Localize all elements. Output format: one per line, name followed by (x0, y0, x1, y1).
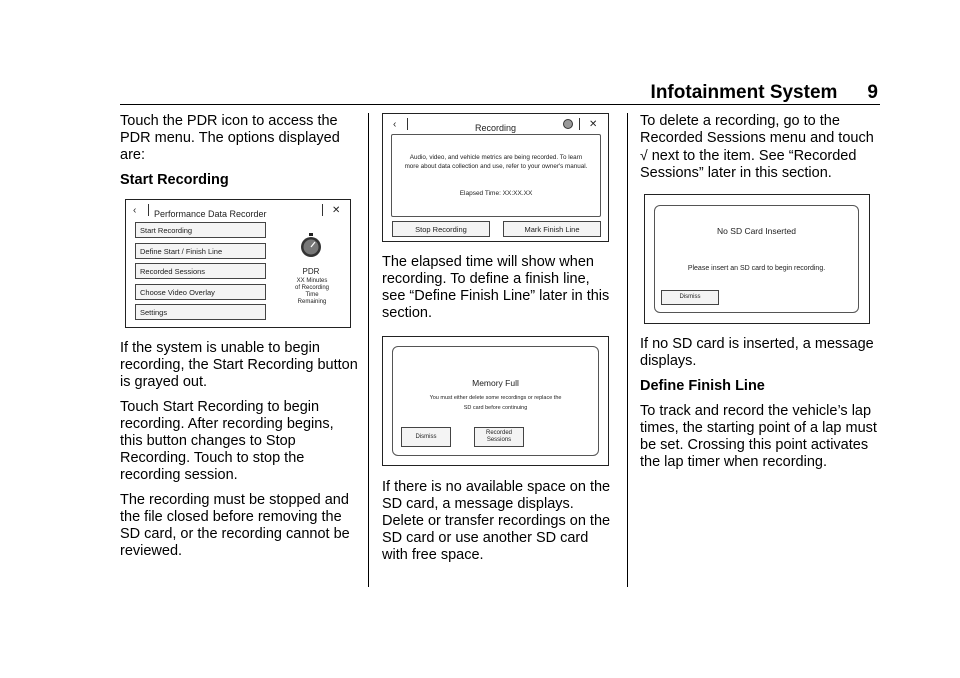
remaining-line: Remaining (297, 299, 327, 305)
checkmark-icon: √ (640, 147, 648, 163)
column-left (120, 113, 358, 568)
recording-message-panel (391, 134, 601, 217)
header-rule (120, 104, 880, 105)
elapsed-time: Elapsed Time: XX:XX.XX (459, 190, 533, 197)
stopwatch-icon[interactable] (299, 233, 323, 259)
define-start-finish-button[interactable]: Define Start / Finish Line (135, 243, 266, 259)
memory-full-dialog (392, 346, 599, 456)
recording-screen (382, 113, 609, 242)
message-line: more about data collection and use, refer to your owner's manual. (404, 163, 588, 170)
section-title: Infotainment System (650, 82, 838, 103)
column-divider (627, 113, 628, 587)
back-arrow-icon[interactable]: ‹ (393, 119, 397, 130)
no-sd-card-paragraph: If no SD card is inserted, a message displays. (640, 336, 874, 369)
no-sd-card-screen (644, 194, 870, 324)
elapsed-time-paragraph: The elapsed time will show when recording. To define a finish line, see “Define Finish Line” later in this section. (382, 254, 610, 321)
separator (579, 118, 580, 130)
no-sd-card-dialog (654, 205, 859, 313)
define-finish-line-heading: Define Finish Line (640, 378, 765, 394)
pdr-screen-title: Performance Data Recorder (154, 209, 267, 219)
memory-full-message (393, 393, 598, 413)
remaining-line: Time (305, 292, 319, 298)
intro-paragraph: Touch the PDR icon to access the PDR menu. The options displayed are: (120, 113, 340, 163)
no-space-paragraph: If there is no available space on the SD card, a message displays. Delete or transfer recordings on the SD card or use another SD card with free space. (382, 479, 611, 563)
mark-finish-line-button[interactable]: Mark Finish Line (503, 221, 601, 237)
delete-text-part: To delete a recording, go to the Recorded Sessions menu and touch (640, 113, 874, 146)
close-icon[interactable]: ✕ (332, 205, 341, 216)
pdr-menu-screen (125, 199, 351, 328)
column-middle (382, 113, 614, 572)
page-number: 9 (867, 82, 878, 103)
memory-full-screen (382, 336, 609, 466)
column-divider (368, 113, 369, 587)
message-line: You must either delete some recordings or replace the (429, 395, 562, 401)
dismiss-button[interactable]: Dismiss (401, 427, 451, 447)
button-label-line: Sessions (486, 437, 512, 443)
touch-start-paragraph: Touch Start Recording to begin recording. After recording begins, this button changes to Stop Recording. Touch to stop the recording session. (120, 399, 334, 483)
back-arrow-icon[interactable]: ‹ (133, 205, 137, 216)
grayed-out-paragraph: If the system is unable to begin recording, the Start Recording button is grayed out. (120, 340, 358, 390)
recording-screen-title: Recording (474, 123, 517, 133)
record-indicator-icon (563, 119, 573, 129)
choose-video-overlay-button[interactable]: Choose Video Overlay (135, 284, 266, 300)
settings-button[interactable]: Settings (135, 304, 266, 320)
stop-recording-button[interactable]: Stop Recording (392, 221, 490, 237)
separator (322, 204, 323, 216)
page-header (651, 82, 878, 104)
no-sd-card-title: No SD Card Inserted (717, 226, 796, 236)
remaining-line: of Recording (294, 285, 330, 291)
stop-before-remove-paragraph: The recording must be stopped and the file closed before removing the SD card, or the recording cannot be reviewed. (120, 492, 350, 559)
separator (148, 204, 149, 216)
remaining-line: XX Minutes (296, 278, 328, 284)
no-sd-card-message: Please insert an SD card to begin recording. (687, 265, 826, 272)
finish-line-paragraph: To track and record the vehicle’s lap times, the starting point of a lap must be set. Crossing this point activates the lap timer when recording. (640, 403, 877, 470)
recording-time-remaining (286, 278, 338, 306)
start-recording-button[interactable]: Start Recording (135, 222, 266, 238)
column-right (640, 113, 880, 479)
recorded-sessions-button[interactable]: Recorded Sessions (135, 263, 266, 279)
recorded-sessions-button[interactable] (474, 427, 524, 447)
close-icon[interactable]: ✕ (589, 119, 598, 130)
start-recording-heading: Start Recording (120, 172, 229, 188)
pdr-label: PDR (302, 267, 320, 276)
dismiss-button[interactable]: Dismiss (661, 290, 719, 305)
recording-message (392, 153, 600, 171)
button-label-line: Recorded (485, 430, 512, 436)
memory-full-title: Memory Full (472, 378, 519, 388)
delete-text-part: next to the item. See “Recorded Sessions” later in this section. (640, 148, 857, 181)
delete-recording-paragraph (640, 113, 880, 182)
message-line: SD card before continuing (463, 405, 528, 411)
message-line: Audio, video, and vehicle metrics are being recorded. To learn (409, 154, 583, 161)
